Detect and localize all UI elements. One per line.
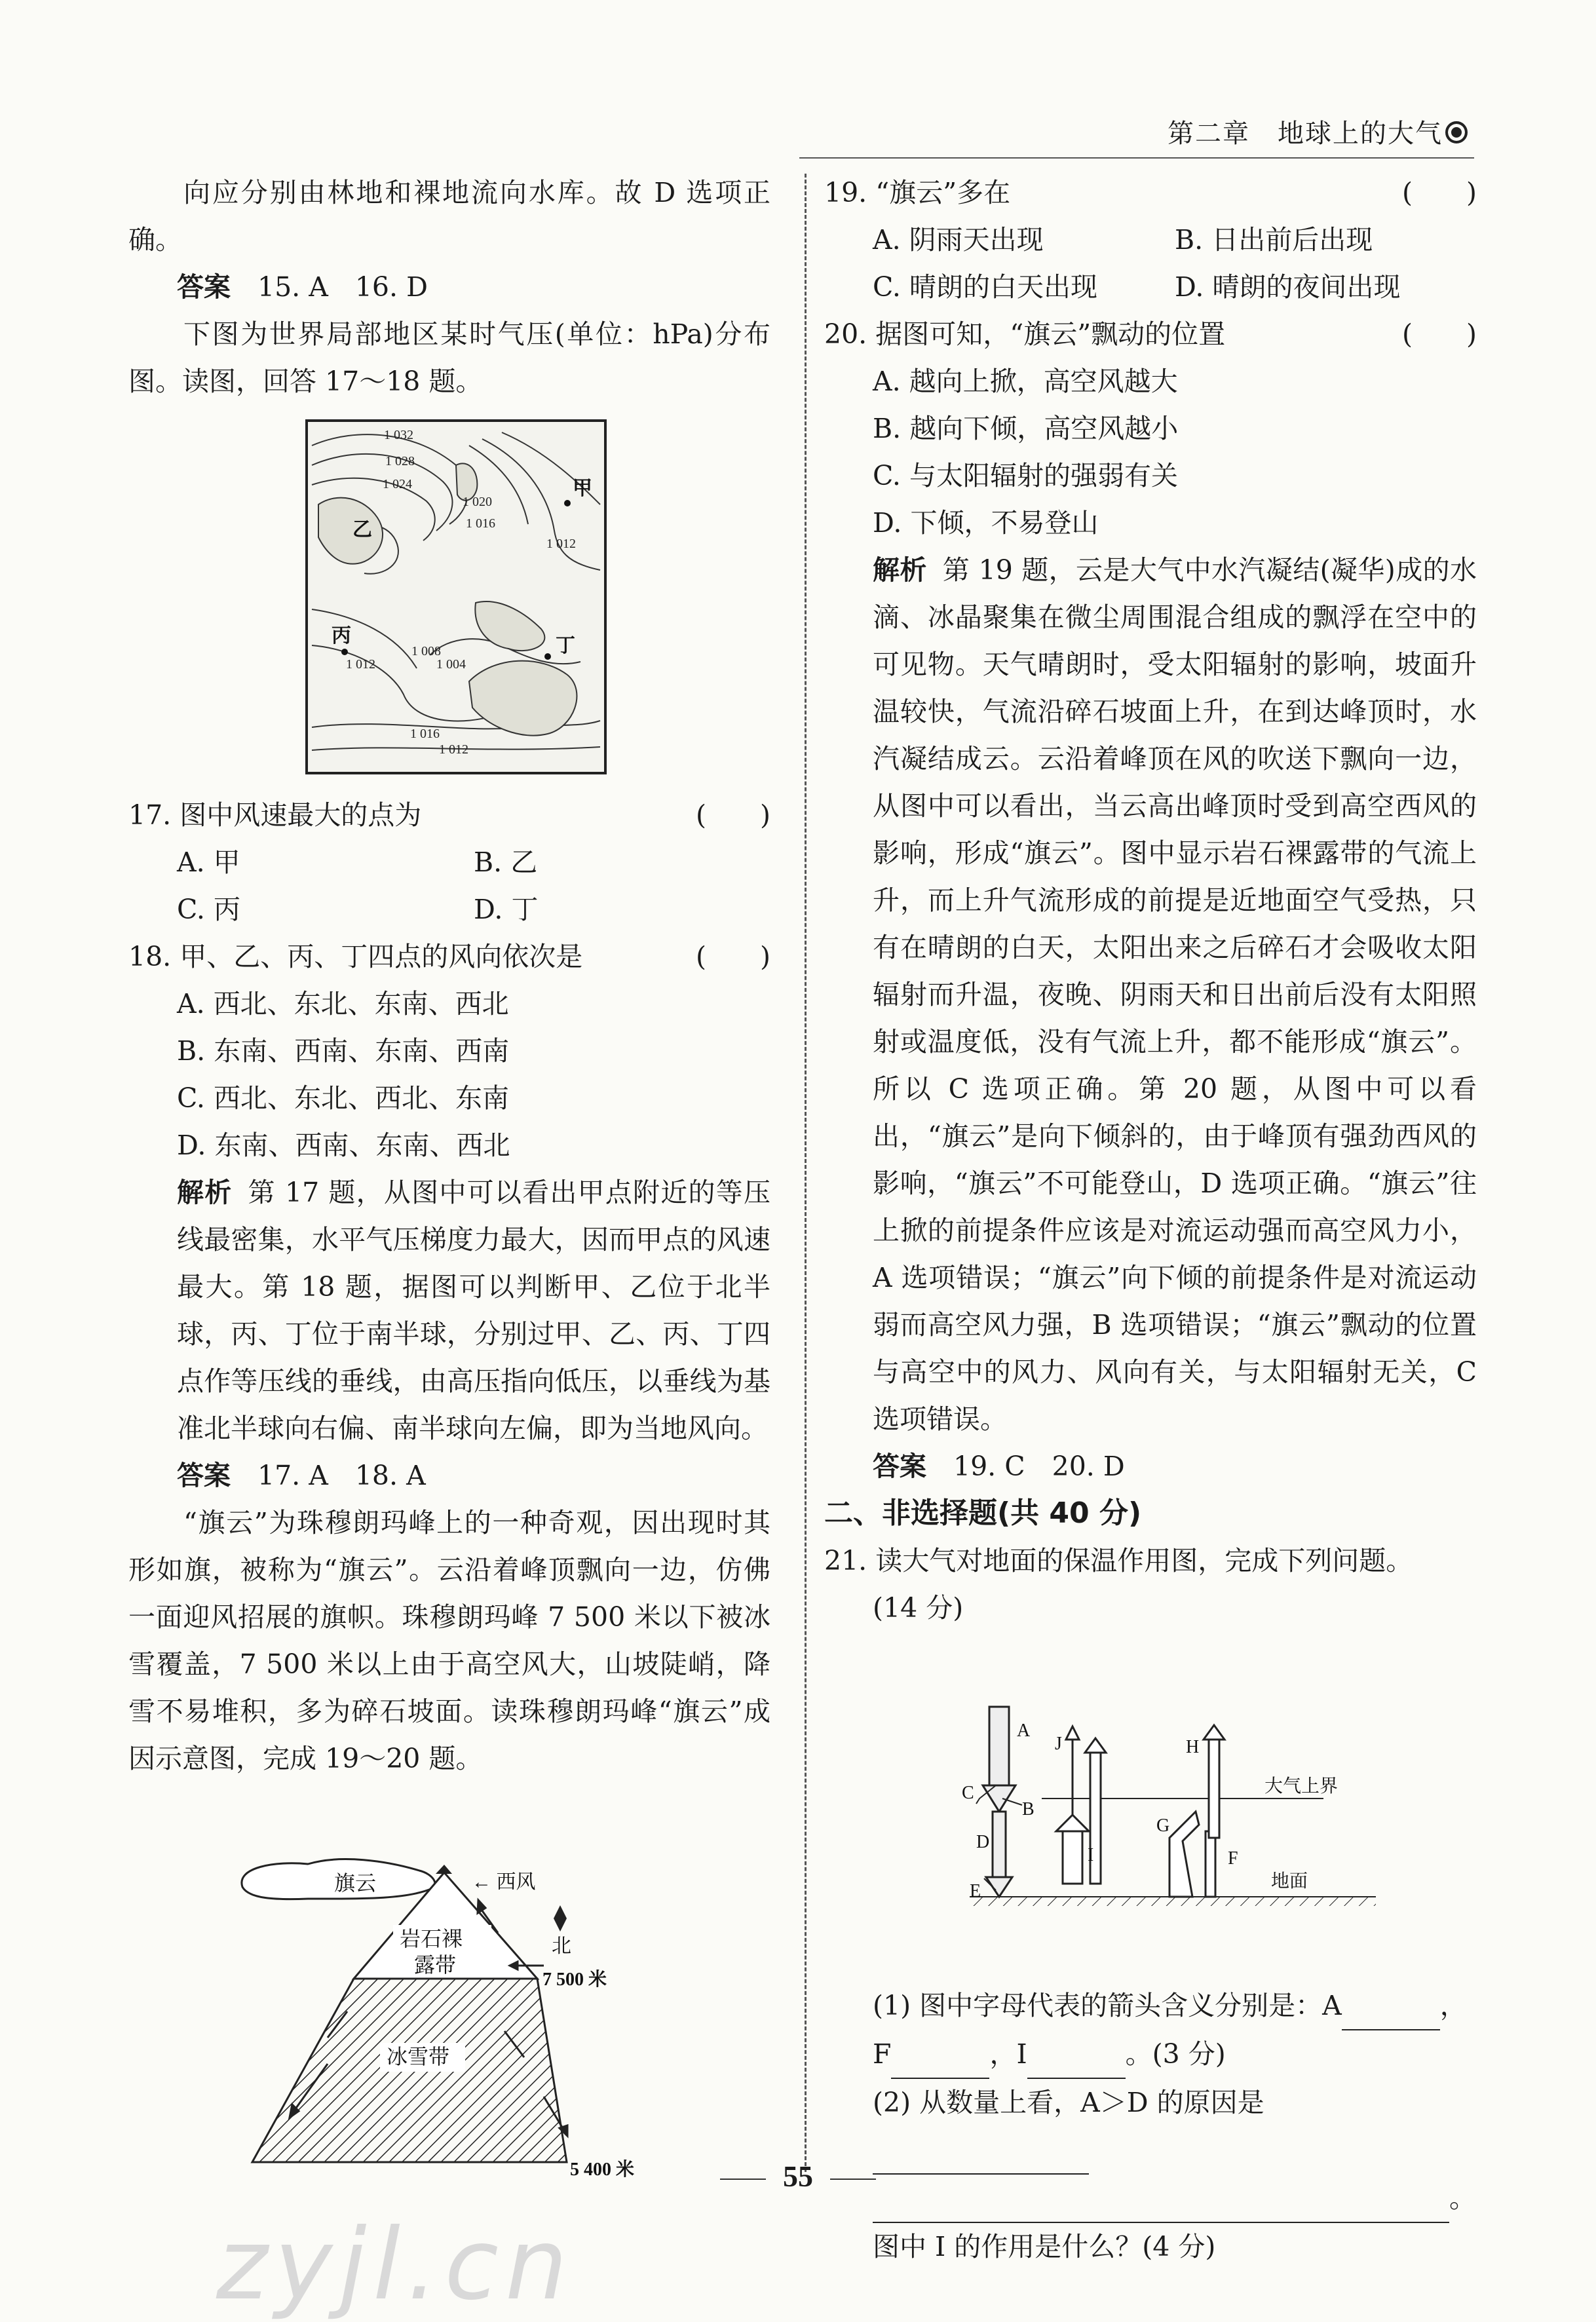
rock-zone-label: 露带 [414, 1953, 457, 1977]
option[interactable]: A. 甲 [177, 847, 240, 878]
sub-question-3: 图中 I 的作用是什么？(4 分) [873, 2231, 1216, 2262]
option[interactable]: D. 丁 [474, 894, 539, 925]
label-ground: 地面 [1271, 1871, 1308, 1892]
option[interactable]: C. 丙 [177, 894, 240, 925]
section-heading: 二、非选择题(共 40 分) [824, 1496, 1142, 1530]
point-yi: 乙 [352, 519, 372, 541]
answer-blank-F[interactable] [891, 2030, 989, 2079]
label-D: D [976, 1832, 990, 1852]
sub-question-1-cont: F ，I 。(3 分) [824, 2030, 1477, 2079]
option[interactable]: C. 西北、东北、西北、东南 [177, 1082, 509, 1114]
isobar-label: 1 016 [466, 516, 495, 531]
label-F: F [1228, 1848, 1238, 1869]
question-20: 20. 据图可知，“旗云”飘动的位置 ( ) [824, 318, 1477, 350]
answer-line: 答案 19. C 20. D [873, 1451, 1125, 1482]
point-ding: 丁 [556, 635, 575, 657]
right-column [824, 169, 1477, 1631]
answer-blank-A[interactable] [1342, 1982, 1440, 2030]
option[interactable]: C. 晴朗的白天出现 [873, 271, 1097, 303]
option[interactable]: D. 晴朗的夜间出现 [1175, 271, 1401, 303]
label-J: J [1055, 1734, 1062, 1754]
q17-options-row2 [128, 886, 770, 933]
label-C: C [962, 1783, 974, 1803]
option[interactable]: B. 日出前后出现 [1175, 224, 1373, 256]
point-bing: 丙 [332, 625, 351, 647]
north-arrow-icon [554, 1905, 567, 1932]
flag-cloud-diagram [236, 1848, 694, 2188]
isobar-label: 1 012 [439, 742, 468, 757]
question-19: 19. “旗云”多在 ( ) [824, 177, 1477, 208]
answer-blank-I[interactable] [1027, 2030, 1126, 2079]
answer-line: 答案 17. A 18. A [177, 1460, 426, 1491]
option[interactable]: B. 乙 [474, 847, 538, 878]
isobar-label: 1 012 [346, 657, 375, 672]
intro-17-18: 下图为世界局部地区某时气压(单位：hPa)分布图。读图，回答 17～18 题。 [128, 318, 770, 397]
isobar-label: 1 024 [383, 477, 412, 491]
greenhouse-diagram [957, 1700, 1428, 1923]
chapter-bullet-icon [1445, 121, 1468, 143]
question-21-score: (14 分) [873, 1592, 964, 1624]
isobar-label: 1 016 [410, 727, 440, 741]
answer-line: 答案 15. A 16. D [177, 271, 428, 303]
chapter-header: 第二章 地球上的大气 [1168, 113, 1468, 150]
north-label: 北 [552, 1935, 571, 1957]
pressure-map [305, 419, 607, 774]
question-17: 17. 图中风速最大的点为 ( ) [128, 799, 770, 831]
point-jia: 甲 [573, 478, 592, 499]
isobar-label: 1 008 [411, 644, 441, 658]
cloud-label: 旗云 [334, 1871, 377, 1895]
west-wind-label: ← 西风 [472, 1871, 536, 1893]
option[interactable]: D. 下倾，不易登山 [873, 507, 1099, 539]
sub-question-2: (2) 从数量上看，A＞D 的原因是 [824, 2079, 1477, 2175]
intro-19-20: “旗云”为珠穆朗玛峰上的一种奇观，因出现时其形如旗，被称为“旗云”。云沿着峰顶飘向一边，仿佛一面迎风招展的旗帜。珠穆朗玛峰 7 500 米以下被冰雪覆盖，7 500 米以上由于高空风大，山坡陡峭，降雪不易堆积，多为碎石坡面。读珠穆朗玛峰“旗云”成因示意图，完成 19～20 题。 [128, 1507, 770, 1774]
explanation-17-18: 解析 第 17 题，从图中可以看出甲点附近的等压线最密集，水平气压梯度力最大，因而甲点的风速最大。第 18 题，据图可以判断甲、乙位于北半球，丙、丁位于南半球，分别过甲、乙、丙、丁四点作等压线的垂线，由高压指向低压，以垂线为基准北半球向右偏、南半球向左偏，即为当地风向。 [177, 1177, 770, 1444]
option[interactable]: B. 东南、西南、东南、西南 [177, 1035, 510, 1067]
label-H: H [1186, 1737, 1200, 1757]
question-21-subparts [824, 1982, 1477, 2270]
paragraph: 向应分别由林地和裸地流向水库。故 D 选项正确。 [128, 177, 770, 256]
rock-zone-label: 岩石裸 [400, 1927, 463, 1951]
label-G: G [1156, 1816, 1170, 1836]
ice-zone-label: 冰雪带 [387, 2045, 450, 2068]
altitude-7500: 7 500 米 [542, 1970, 607, 1990]
label-top-of-atmosphere: 大气上界 [1264, 1776, 1339, 1797]
q19-options-row2 [824, 263, 1477, 311]
left-column [128, 169, 770, 405]
sub-question-1: (1) 图中字母代表的箭头含义分别是：A ， [824, 1982, 1477, 2030]
option[interactable]: B. 越向下倾，高空风越小 [873, 413, 1179, 444]
option[interactable]: D. 东南、西南、东南、西北 [177, 1130, 510, 1161]
question-21: 21. 读大气对地面的保温作用图，完成下列问题。 [824, 1545, 1413, 1576]
column-divider [805, 174, 807, 2172]
label-A: A [1017, 1721, 1031, 1741]
label-B: B [1022, 1799, 1035, 1819]
isobar-label: 1 032 [384, 428, 413, 442]
isobar-label: 1 020 [463, 495, 492, 509]
label-I: I [1088, 1845, 1094, 1865]
watermark: zyjl.cn [216, 2208, 575, 2322]
left-column-questions [128, 791, 770, 1782]
isobar-label: 1 028 [385, 454, 415, 468]
sub-question-2-line: 。 [824, 2175, 1477, 2223]
option[interactable]: A. 越向上掀，高空风越大 [873, 366, 1178, 397]
isobar-label: 1 012 [546, 537, 576, 551]
altitude-5400: 5 400 米 [570, 2160, 635, 2180]
q19-options-row1 [824, 216, 1477, 263]
page-number: 55 [0, 2159, 1596, 2194]
isobar-label: 1 004 [436, 657, 466, 672]
question-18: 18. 甲、乙、丙、丁四点的风向依次是 ( ) [128, 941, 770, 972]
explanation-19-20: 解析 第 19 题，云是大气中水汽凝结(凝华)成的水滴、冰晶聚集在微尘周围混合组成的飘浮在空中的可见物。天气晴朗时，受太阳辐射的影响，坡面升温较快，气流沿碎石坡面上升，在到达峰顶时，水汽凝结成云。云沿着峰顶在风的吹送下飘向一边，从图中可以看出，当云高出峰顶时受到高空西风的影响，形成“旗云”。图中显示岩石裸露带的气流上升，而上升气流形成的前提是近地面空气受热，只有在晴朗的白天，太阳出来之后碎石才会吸收太阳辐射而升温，夜晚、阴雨天和日出前后没有太阳照射或温度低，没有气流上升，都不能形成“旗云”。所以 C 选项正确。第 20 题，从图中可以看出，“旗云”是向下倾斜的，由于峰顶有强劲西风的影响，“旗云”不可能登山，D 选项正确。“旗云”往上掀的前提条件应该是对流运动强而高空风力小，A 选项错误；“旗云”向下倾的前提条件是对流运动弱而高空风力强，B 选项错误；“旗云”飘动的位置与高空中的风力、风向有关，与太阳辐射无关，C 选项错误。 [873, 554, 1477, 1435]
label-E: E [970, 1881, 981, 1901]
option[interactable]: A. 西北、东北、东南、西北 [177, 988, 509, 1019]
option[interactable]: C. 与太阳辐射的强弱有关 [873, 460, 1178, 491]
q17-options-row1 [128, 839, 770, 886]
header-rule [799, 157, 1474, 159]
option[interactable]: A. 阴雨天出现 [873, 224, 1044, 256]
